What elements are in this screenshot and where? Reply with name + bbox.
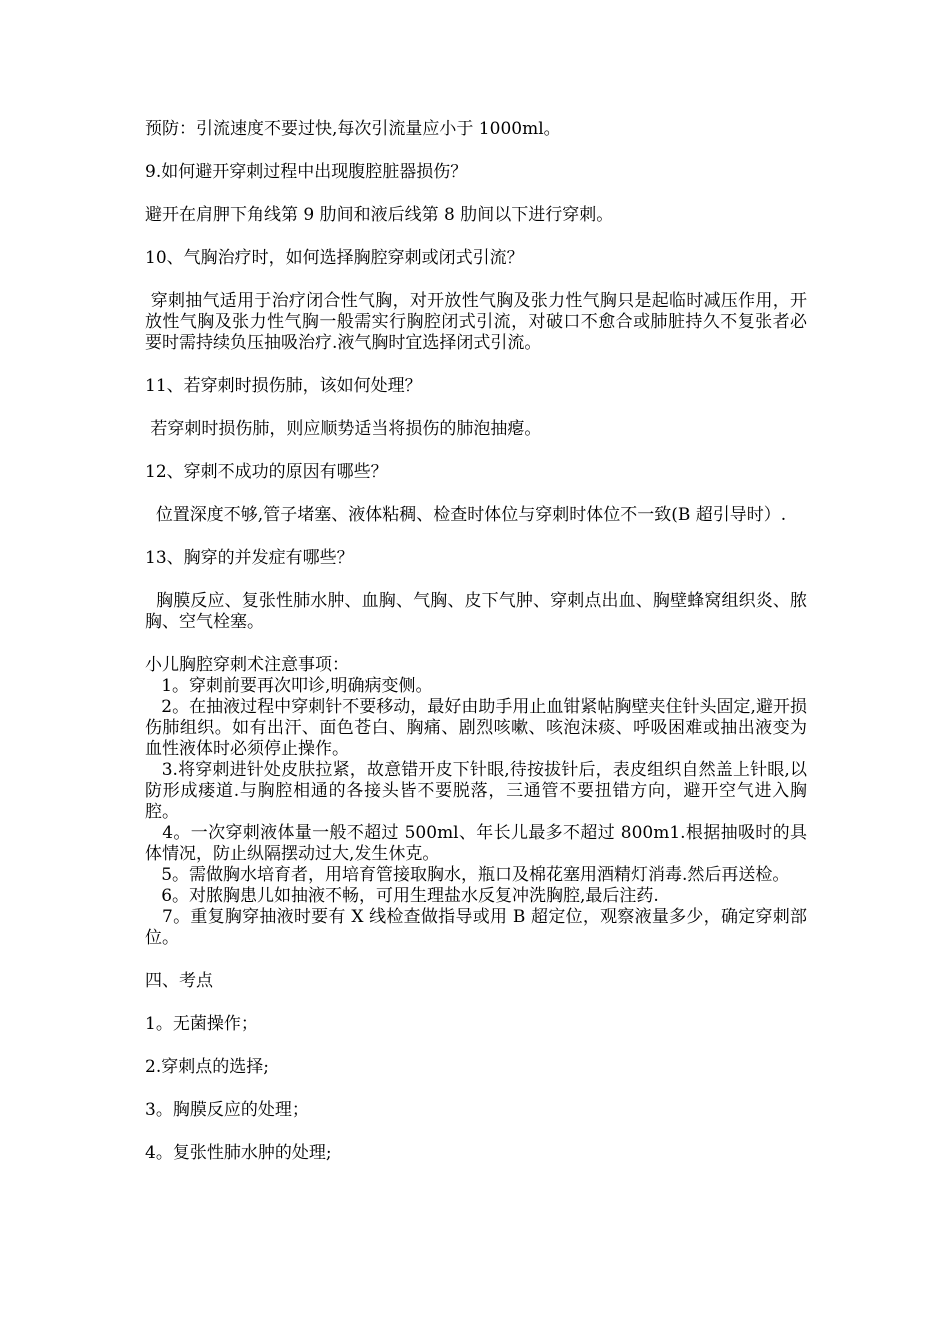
exam-point: 2.穿刺点的选择; <box>145 1057 269 1077</box>
note-item: 4。一次穿刺液体量一般不超过 500ml、年长儿最多不超过 800m1.根据抽吸时的具体情况，防止纵隔摆动过大,发生休克。 <box>145 823 807 864</box>
section-heading: 四、考点 <box>145 971 213 991</box>
note-item: 3.将穿刺进针处皮肤拉紧，故意错开皮下针眼,待按拔针后，表皮组织自然盖上针眼,以防形成瘘道.与胸腔相通的各接头皆不要脱落，三通管不要扭错方向，避开空气进入胸腔。 <box>145 760 808 822</box>
answer-9: 避开在肩胛下角线第 9 肋间和液后线第 8 肋间以下进行穿刺。 <box>145 205 614 225</box>
exam-point: 3。胸膜反应的处理； <box>145 1100 309 1120</box>
answer-11: 若穿刺时损伤肺，则应顺势适当将损伤的肺泡抽瘪。 <box>145 419 542 439</box>
note-item: 6。对脓胸患儿如抽液不畅，可用生理盐水反复冲洗胸腔,最后注药. <box>145 886 659 906</box>
question-12: 12、穿刺不成功的原因有哪些？ <box>145 462 388 482</box>
notes-title: 小儿胸腔穿刺术注意事项： <box>145 655 349 675</box>
exam-point: 4。复张性肺水肿的处理; <box>145 1143 332 1163</box>
note-item: 2。在抽液过程中穿刺针不要移动，最好由助手用止血钳紧帖胸壁夹住针头固定,避开损伤肺组织。如有出汗、面色苍白、胸痛、剧烈咳嗽、咳泡沫痰、呼吸困难或抽出液变为血性液体时必须停止操作。 <box>145 697 808 759</box>
question-13: 13、胸穿的并发症有哪些？ <box>145 548 354 568</box>
answer-12: 位置深度不够,管子堵塞、液体粘稠、检查时体位与穿刺时体位不一致(B 超引导时）. <box>145 505 787 525</box>
answer-13: 胸膜反应、复张性肺水肿、血胸、气胸、皮下气肿、穿刺点出血、胸壁蜂窝组织炎、脓胸、空气栓塞。 <box>145 591 807 632</box>
note-item: 7。重复胸穿抽液时要有 X 线检查做指导或用 B 超定位，观察液量多少，确定穿刺部位。 <box>145 907 807 948</box>
answer-10: 穿刺抽气适用于治疗闭合性气胸，对开放性气胸及张力性气胸只是起临时减压作用，开放性气胸及张力性气胸一般需实行胸腔闭式引流，对破口不愈合或肺脏持久不复张者必要时需持续负压抽吸治疗.液气胸时宜选择闭式引流。 <box>145 291 808 353</box>
note-item: 1。穿刺前要再次叩诊,明确病变侧。 <box>145 676 433 696</box>
question-11: 11、若穿刺时损伤肺，该如何处理？ <box>145 376 422 396</box>
note-item: 5。需做胸水培育者，用培育管接取胸水，瓶口及棉花塞用酒精灯消毒.然后再送检。 <box>145 865 790 885</box>
exam-point: 1。无菌操作； <box>145 1014 258 1034</box>
prevention-paragraph: 预防：引流速度不要过快,每次引流量应小于 1000ml。 <box>145 119 561 139</box>
question-10: 10、气胸治疗时，如何选择胸腔穿刺或闭式引流？ <box>145 248 524 268</box>
question-9: 9.如何避开穿刺过程中出现腹腔脏器损伤？ <box>145 162 468 182</box>
document-page <box>145 119 807 1186</box>
